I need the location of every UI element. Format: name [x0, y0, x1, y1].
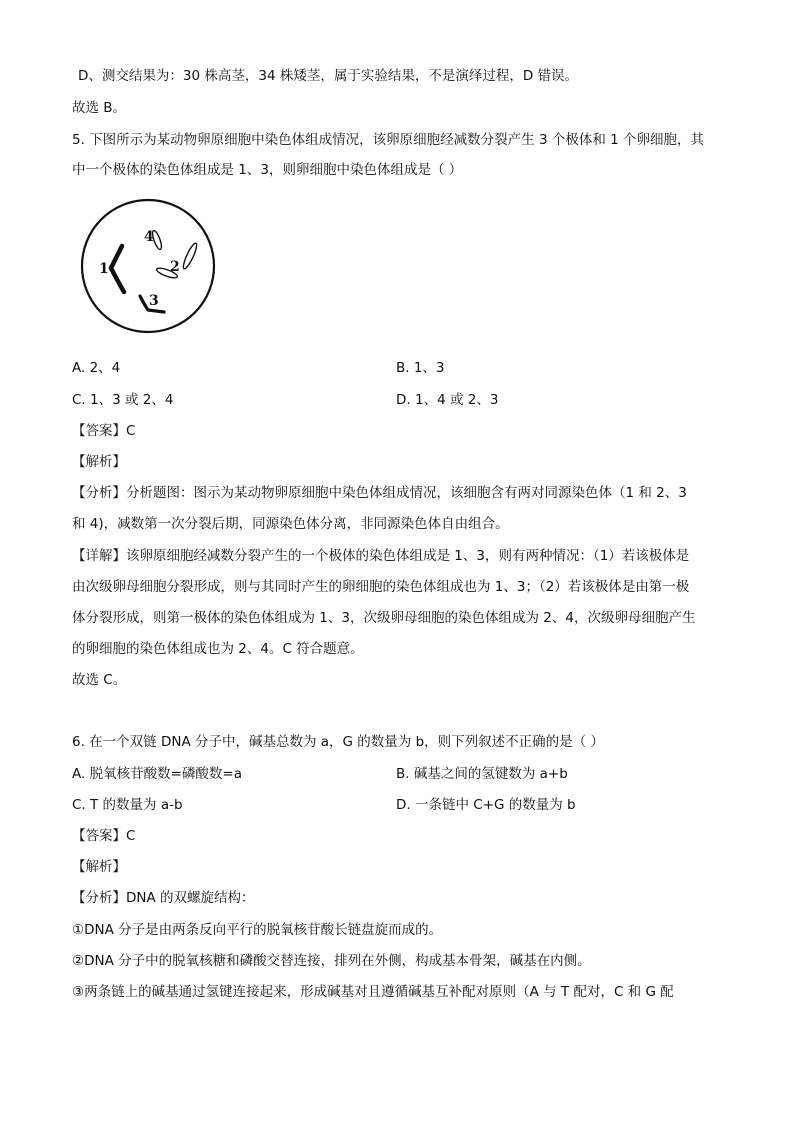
label-2: 2 — [170, 259, 180, 275]
q5-detail-line-1: 【详解】该卵原细胞经减数分裂产生的一个极体的染色体组成是 1、3，则有两种情况：（1）若该极体是 — [72, 548, 690, 564]
q5-stem-line-1: 5. 下图所示为某动物卵原细胞中染色体组成情况，该卵原细胞经减数分裂产生 3 个极体和 1 个卵细胞，其 — [72, 132, 705, 148]
q6-analysis-line-1: 【分析】DNA 的双螺旋结构： — [72, 890, 255, 906]
label-4: 4 — [144, 229, 154, 245]
q5-detail-line-4: 的卵细胞的染色体组成也为 2、4。C 符合题意。 — [72, 641, 364, 657]
prev-conclusion: 故选 B。 — [72, 100, 127, 116]
q5-option-a: A. 2、4 — [72, 360, 121, 376]
q5-cell-figure — [78, 196, 218, 336]
q5-option-d: D. 1、4 或 2、3 — [396, 392, 499, 408]
q6-answer: 【答案】C — [72, 828, 136, 844]
q5-analysis-line-1: 【分析】分析题图：图示为某动物卵原细胞中染色体组成情况，该细胞含有两对同源染色体（1 和 2、3 — [72, 485, 687, 501]
q5-option-c: C. 1、3 或 2、4 — [72, 392, 174, 408]
q5-answer: 【答案】C — [72, 423, 136, 439]
chromosome-2-arm-a — [181, 242, 199, 270]
q6-point-3: ③两条链上的碱基通过氢键连接起来，形成碱基对且遵循碱基互补配对原则（A 与 T 配对，C 和 G 配 — [72, 984, 674, 1000]
q6-stem: 6. 在一个双链 DNA 分子中，碱基总数为 a，G 的数量为 b，则下列叙述不正确的是（ ） — [72, 734, 604, 750]
q5-stem-line-2: 中一个极体的染色体组成是 1、3，则卵细胞中染色体组成是（ ） — [72, 162, 463, 178]
q6-analysis-heading: 【解析】 — [72, 859, 126, 875]
q6-option-c: C. T 的数量为 a-b — [72, 797, 183, 813]
prev-option-d-line: D、测交结果为：30 株高茎，34 株矮茎，属于实验结果，不是演绎过程，D 错误。 — [78, 68, 579, 84]
q5-analysis-heading: 【解析】 — [72, 454, 126, 470]
chromosome-1 — [111, 246, 124, 292]
label-1: 1 — [99, 261, 109, 277]
q5-detail-line-2: 由次级卵母细胞分裂形成，则与其同时产生的卵细胞的染色体组成也为 1、3；（2）若该极体是由第一极 — [72, 579, 690, 595]
q5-analysis-line-2: 和 4)，减数第一次分裂后期，同源染色体分离，非同源染色体自由组合。 — [72, 516, 509, 532]
oocyte-cell-diagram — [78, 196, 218, 336]
q6-point-2: ②DNA 分子中的脱氧核糖和磷酸交替连接，排列在外侧，构成基本骨架，碱基在内侧。 — [72, 953, 591, 969]
q5-conclusion: 故选 C。 — [72, 672, 127, 688]
label-3: 3 — [149, 293, 159, 309]
q6-option-b: B. 碱基之间的氢键数为 a+b — [396, 766, 568, 782]
q6-point-1: ①DNA 分子是由两条反向平行的脱氧核苷酸长链盘旋而成的。 — [72, 922, 443, 938]
q5-option-b: B. 1、3 — [396, 360, 445, 376]
q6-option-a: A. 脱氧核苷酸数=磷酸数=a — [72, 766, 242, 782]
q5-detail-line-3: 体分裂形成，则第一极体的染色体组成为 1、3，次级卵母细胞的染色体组成为 2、4，次级卵母细胞产生 — [72, 610, 696, 626]
q6-option-d: D. 一条链中 C+G 的数量为 b — [396, 797, 576, 813]
